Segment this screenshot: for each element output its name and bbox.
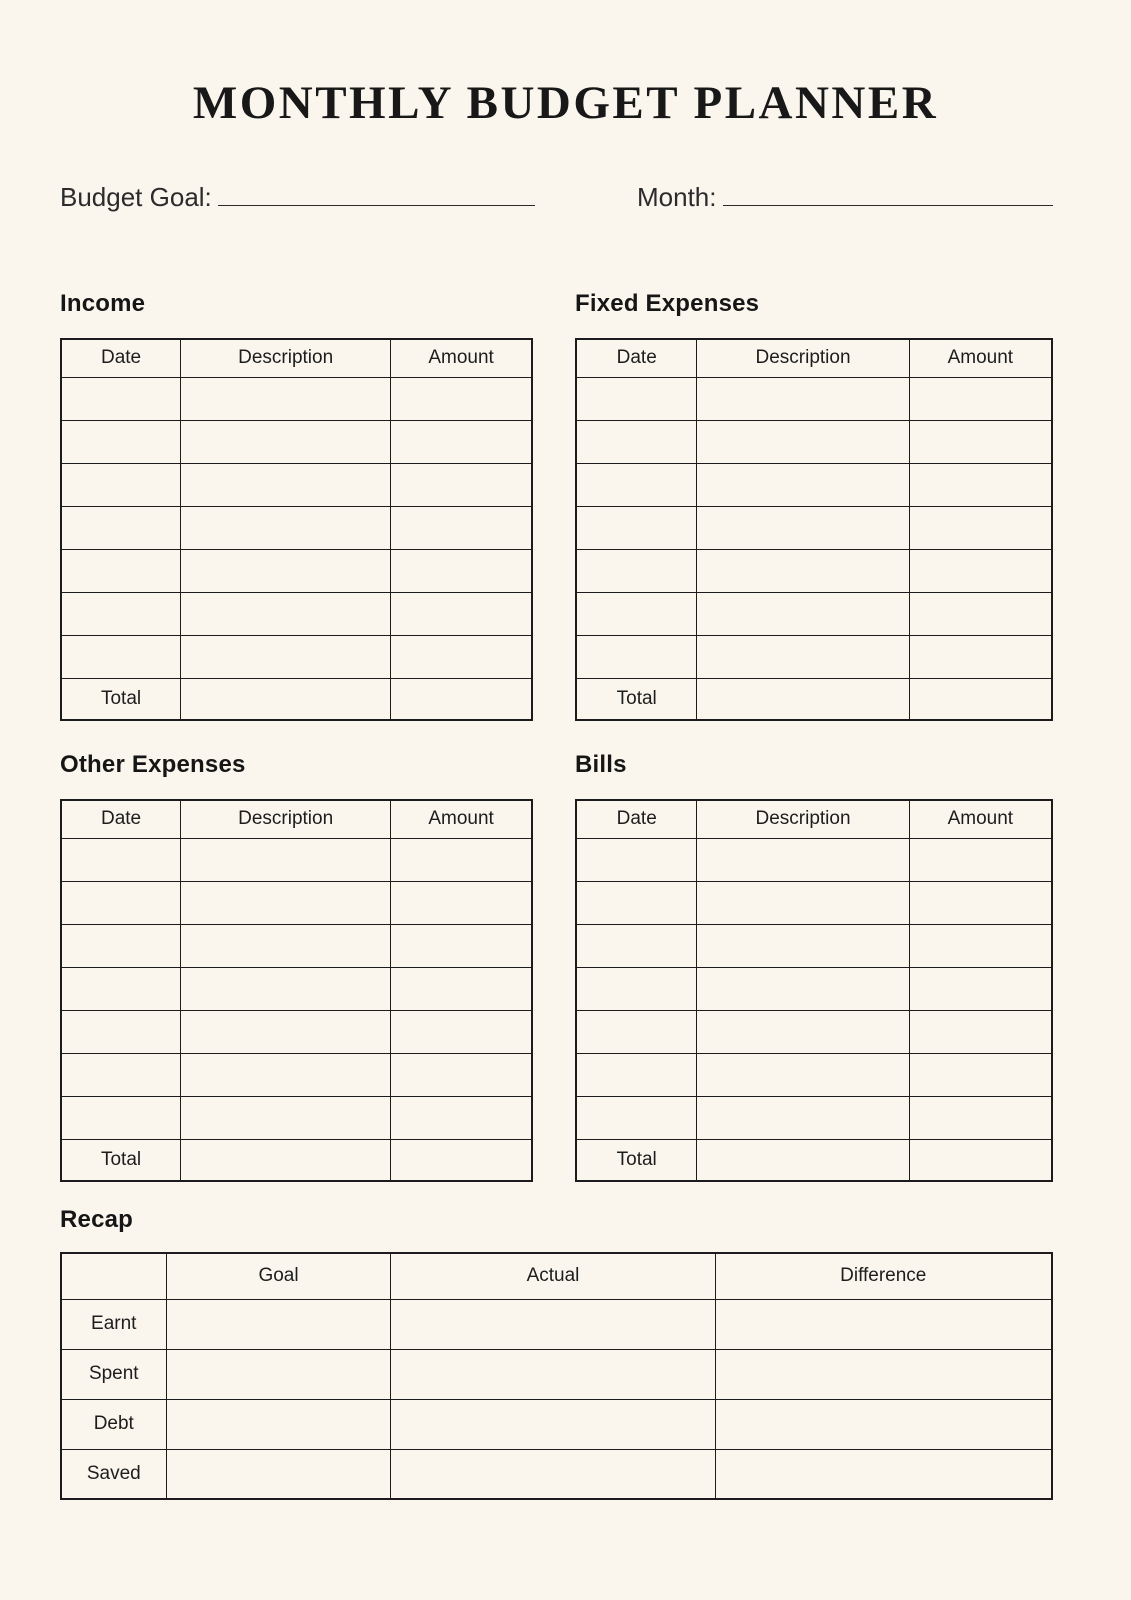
empty-row [61, 924, 532, 967]
empty-row [61, 592, 532, 635]
empty-cell [697, 678, 909, 720]
month-label: Month: [637, 182, 717, 212]
empty-cell [909, 678, 1052, 720]
empty-row [576, 1010, 1052, 1053]
empty-cell [576, 592, 697, 635]
empty-cell [576, 463, 697, 506]
empty-row [576, 838, 1052, 881]
empty-cell [61, 592, 181, 635]
recap-header-goal: Goal [166, 1253, 391, 1299]
empty-cell [166, 1299, 391, 1349]
empty-cell [909, 881, 1052, 924]
section-title-recap: Recap [60, 1206, 134, 1233]
bills-table [575, 799, 1053, 1182]
budget-goal-field [60, 182, 535, 213]
recap-section [60, 1206, 1053, 1500]
empty-cell [697, 838, 909, 881]
section-title-bills: Bills [575, 751, 627, 778]
empty-cell [181, 635, 391, 678]
empty-cell [909, 377, 1052, 420]
empty-cell [391, 1139, 532, 1181]
empty-row [576, 881, 1052, 924]
tables-grid [60, 290, 1053, 1182]
empty-cell [391, 1053, 532, 1096]
total-row [576, 678, 1052, 720]
empty-cell [909, 1096, 1052, 1139]
empty-cell [576, 420, 697, 463]
month-line [723, 184, 1054, 206]
empty-row [576, 463, 1052, 506]
fixed-expenses-table [575, 338, 1053, 721]
empty-cell [181, 1053, 391, 1096]
section-title-other-expenses: Other Expenses [60, 751, 246, 778]
other-expenses-table-body [61, 838, 532, 1139]
recap-row-label: Earnt [61, 1299, 166, 1349]
empty-cell [697, 967, 909, 1010]
empty-cell [697, 635, 909, 678]
empty-cell [391, 967, 532, 1010]
month-field [637, 182, 1053, 213]
empty-cell [391, 549, 532, 592]
empty-row [576, 377, 1052, 420]
empty-cell [909, 420, 1052, 463]
empty-cell [61, 881, 181, 924]
empty-cell [61, 549, 181, 592]
total-label-cell: Total [576, 1139, 697, 1181]
empty-cell [909, 635, 1052, 678]
empty-cell [576, 377, 697, 420]
recap-row-label: Debt [61, 1399, 166, 1449]
column-header-amount: Amount [391, 339, 532, 377]
empty-row [61, 377, 532, 420]
empty-row [61, 1010, 532, 1053]
empty-cell [576, 881, 697, 924]
empty-cell [181, 420, 391, 463]
empty-cell [697, 377, 909, 420]
recap-row-saved [61, 1449, 1052, 1499]
empty-cell [391, 838, 532, 881]
empty-cell [697, 881, 909, 924]
recap-row-earnt [61, 1299, 1052, 1349]
budget-goal-line [218, 184, 535, 206]
column-header-date: Date [576, 339, 697, 377]
recap-header-actual: Actual [391, 1253, 715, 1299]
column-header-date: Date [61, 800, 181, 838]
empty-cell [576, 1010, 697, 1053]
bills-table-body [576, 838, 1052, 1139]
empty-cell [181, 678, 391, 720]
empty-cell [61, 838, 181, 881]
income-table-body [61, 377, 532, 678]
empty-cell [697, 463, 909, 506]
empty-cell [181, 549, 391, 592]
empty-cell [391, 1399, 715, 1449]
empty-cell [181, 1096, 391, 1139]
recap-row-label: Saved [61, 1449, 166, 1499]
empty-row [61, 463, 532, 506]
empty-cell [715, 1299, 1052, 1349]
empty-cell [576, 549, 697, 592]
total-label-cell: Total [576, 678, 697, 720]
empty-row [61, 1096, 532, 1139]
header-row [576, 800, 1052, 838]
empty-cell [181, 1139, 391, 1181]
section-title-fixed-expenses: Fixed Expenses [575, 290, 760, 317]
column-header-description: Description [697, 339, 909, 377]
empty-cell [909, 967, 1052, 1010]
empty-cell [697, 924, 909, 967]
empty-cell [61, 377, 181, 420]
column-header-description: Description [181, 800, 391, 838]
empty-cell [391, 1096, 532, 1139]
empty-cell [909, 506, 1052, 549]
income-section [60, 290, 533, 721]
empty-cell [697, 1010, 909, 1053]
empty-row [576, 549, 1052, 592]
recap-header-difference: Difference [715, 1253, 1052, 1299]
empty-cell [576, 967, 697, 1010]
empty-cell [909, 924, 1052, 967]
other-expenses-table [60, 799, 533, 1182]
top-fields-row [60, 182, 1053, 213]
empty-cell [576, 635, 697, 678]
empty-cell [61, 463, 181, 506]
empty-cell [697, 549, 909, 592]
empty-cell [181, 377, 391, 420]
header-row [61, 800, 532, 838]
empty-row [61, 881, 532, 924]
empty-cell [61, 924, 181, 967]
recap-header-row [61, 1253, 1052, 1299]
empty-cell [576, 838, 697, 881]
empty-cell [166, 1399, 391, 1449]
empty-row [61, 549, 532, 592]
empty-cell [61, 1096, 181, 1139]
recap-table [60, 1252, 1053, 1500]
page-title: MONTHLY BUDGET PLANNER [192, 77, 939, 129]
fixed-expenses-section [575, 290, 1053, 721]
empty-cell [166, 1349, 391, 1399]
empty-cell [697, 420, 909, 463]
empty-cell [181, 838, 391, 881]
empty-cell [391, 592, 532, 635]
empty-cell [181, 881, 391, 924]
empty-cell [181, 463, 391, 506]
empty-cell [391, 881, 532, 924]
recap-row-label: Spent [61, 1349, 166, 1399]
column-header-date: Date [576, 800, 697, 838]
empty-cell [166, 1449, 391, 1499]
total-row [61, 678, 532, 720]
empty-cell [697, 1139, 909, 1181]
empty-cell [61, 1010, 181, 1053]
empty-cell [181, 1010, 391, 1053]
empty-cell [576, 1053, 697, 1096]
empty-row [61, 420, 532, 463]
total-label-cell: Total [61, 678, 181, 720]
empty-cell [697, 506, 909, 549]
column-header-description: Description [181, 339, 391, 377]
empty-cell [61, 1053, 181, 1096]
empty-cell [181, 924, 391, 967]
empty-cell [909, 1053, 1052, 1096]
empty-row [576, 635, 1052, 678]
budget-goal-label: Budget Goal: [60, 182, 212, 212]
empty-cell [181, 506, 391, 549]
empty-cell [697, 1053, 909, 1096]
empty-cell [576, 506, 697, 549]
recap-row-spent [61, 1349, 1052, 1399]
empty-cell [909, 838, 1052, 881]
total-row [61, 1139, 532, 1181]
empty-cell [391, 635, 532, 678]
empty-cell [181, 592, 391, 635]
empty-cell [391, 678, 532, 720]
empty-cell [181, 967, 391, 1010]
recap-header-blank [61, 1253, 166, 1299]
empty-cell [391, 506, 532, 549]
empty-cell [697, 592, 909, 635]
empty-row [576, 592, 1052, 635]
empty-cell [391, 924, 532, 967]
column-header-description: Description [697, 800, 909, 838]
empty-cell [576, 924, 697, 967]
empty-cell [909, 463, 1052, 506]
empty-row [61, 838, 532, 881]
empty-cell [391, 420, 532, 463]
empty-cell [61, 967, 181, 1010]
income-table [60, 338, 533, 721]
empty-cell [576, 1096, 697, 1139]
empty-cell [61, 420, 181, 463]
column-header-amount: Amount [909, 800, 1052, 838]
empty-cell [715, 1349, 1052, 1399]
empty-row [576, 967, 1052, 1010]
column-header-amount: Amount [909, 339, 1052, 377]
empty-cell [391, 1349, 715, 1399]
empty-cell [391, 377, 532, 420]
empty-row [61, 506, 532, 549]
fixed-expenses-table-body [576, 377, 1052, 678]
section-title-income: Income [60, 290, 146, 317]
empty-cell [909, 592, 1052, 635]
total-row [576, 1139, 1052, 1181]
empty-row [61, 1053, 532, 1096]
column-header-amount: Amount [391, 800, 532, 838]
empty-row [576, 506, 1052, 549]
empty-cell [909, 1010, 1052, 1053]
empty-row [576, 1096, 1052, 1139]
empty-cell [61, 635, 181, 678]
empty-cell [391, 1010, 532, 1053]
other-expenses-section [60, 751, 533, 1182]
empty-cell [697, 1096, 909, 1139]
empty-row [61, 635, 532, 678]
empty-cell [909, 1139, 1052, 1181]
total-label-cell: Total [61, 1139, 181, 1181]
header-row [576, 339, 1052, 377]
empty-cell [909, 549, 1052, 592]
empty-cell [715, 1449, 1052, 1499]
column-header-date: Date [61, 339, 181, 377]
empty-row [576, 924, 1052, 967]
empty-cell [61, 506, 181, 549]
empty-cell [391, 1299, 715, 1349]
header-row [61, 339, 532, 377]
recap-row-debt [61, 1399, 1052, 1449]
empty-cell [715, 1399, 1052, 1449]
empty-row [576, 1053, 1052, 1096]
empty-row [576, 420, 1052, 463]
empty-row [61, 967, 532, 1010]
empty-cell [391, 1449, 715, 1499]
empty-cell [391, 463, 532, 506]
bills-section [575, 751, 1053, 1182]
